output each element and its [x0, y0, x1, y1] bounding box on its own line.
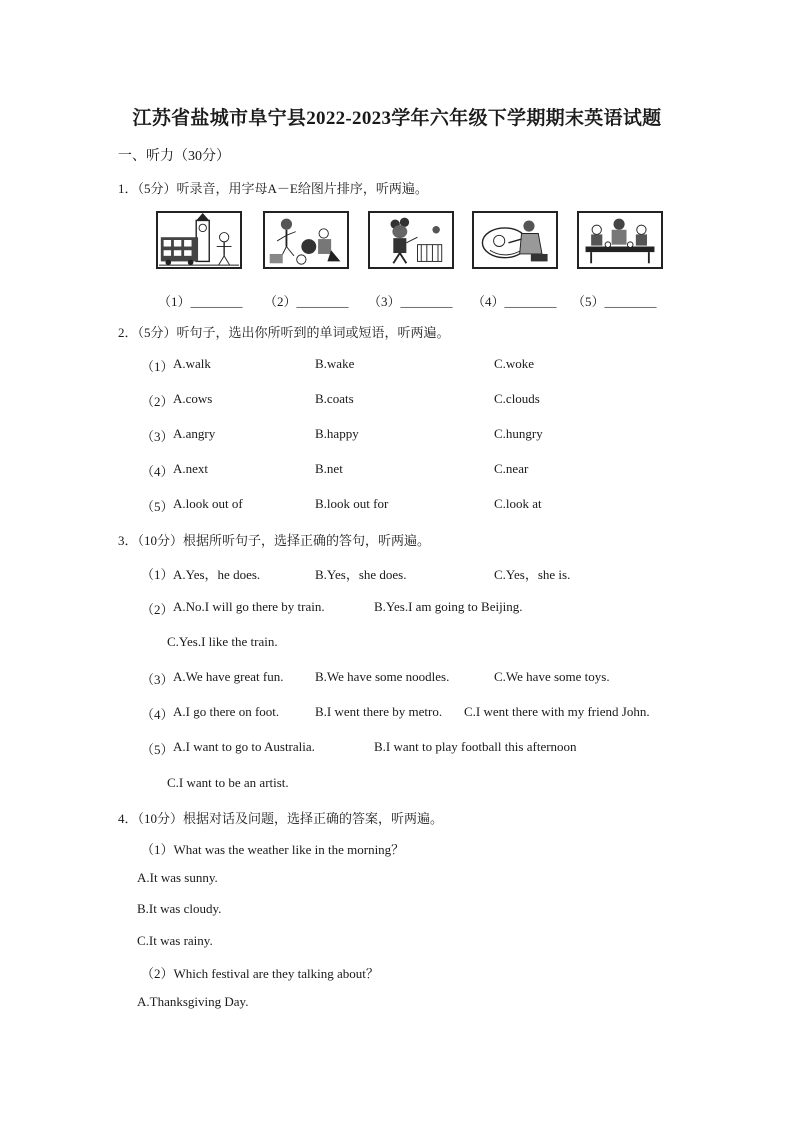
q3-option-c[interactable]: C.Yes，she is.: [494, 567, 571, 582]
q3-item-number: （5）: [141, 742, 174, 757]
q2-item-number: （5）: [141, 499, 174, 514]
mouse-figure-picture: [368, 211, 454, 269]
q2-option-b[interactable]: B.net: [315, 461, 343, 476]
picture-blank-5[interactable]: （5）________: [572, 294, 657, 309]
q3-option-c[interactable]: C.I want to be an artist.: [167, 775, 289, 790]
section-heading-listening: 一、听力（30分）: [118, 149, 230, 164]
q2-option-a[interactable]: A.walk: [173, 356, 211, 371]
picture-blank-2[interactable]: （2）________: [264, 294, 349, 309]
q3-option-b[interactable]: B.We have some noodles.: [315, 669, 450, 684]
q2-option-b[interactable]: B.happy: [315, 426, 359, 441]
sick-child-picture: [472, 211, 558, 269]
q2-option-c[interactable]: C.clouds: [494, 391, 540, 406]
picture-blank-4[interactable]: （4）________: [472, 294, 557, 309]
big-ben-bus-picture: [156, 211, 242, 269]
q2-option-a[interactable]: A.look out of: [173, 496, 243, 511]
q2-option-a[interactable]: A.next: [173, 461, 209, 476]
q4-sub1-option-c[interactable]: C.It was rainy.: [137, 933, 213, 948]
q4-sub-question-2: （2）Which festival are they talking about？: [141, 966, 379, 981]
q3-option-b[interactable]: B.I went there by metro.: [315, 704, 443, 719]
picture-blank-1[interactable]: （1）________: [158, 294, 243, 309]
children-playing-picture: [263, 211, 349, 269]
q2-item-number: （3）: [141, 429, 174, 444]
page-title: 江苏省盐城市阜宁县2022-2023学年六年级下学期期末英语试题: [132, 108, 662, 129]
q3-option-b[interactable]: B.I want to play football this afternoon: [374, 739, 577, 754]
q2-item-number: （2）: [141, 394, 174, 409]
picture-blank-3[interactable]: （3）________: [368, 294, 453, 309]
q2-option-a[interactable]: A.angry: [173, 426, 216, 441]
question-1-stem: 1．（5分）听录音，用字母A－E给图片排序，听两遍。: [118, 181, 428, 196]
q3-item-number: （3）: [141, 672, 174, 687]
q3-option-a[interactable]: A.I want to go to Australia.: [173, 739, 315, 754]
q2-option-a[interactable]: A.cows: [173, 391, 213, 406]
q4-sub1-option-a[interactable]: A.It was sunny.: [137, 870, 218, 885]
q2-item-number: （1）: [141, 359, 174, 374]
family-table-picture: [577, 211, 663, 269]
q3-option-c[interactable]: C.Yes.I like the train.: [167, 634, 278, 649]
q2-option-c[interactable]: C.hungry: [494, 426, 543, 441]
q3-option-b[interactable]: B.Yes.I am going to Beijing.: [374, 599, 523, 614]
q3-option-b[interactable]: B.Yes，she does.: [315, 567, 407, 582]
q3-option-a[interactable]: A.I go there on foot.: [173, 704, 280, 719]
q2-item-number: （4）: [141, 464, 174, 479]
question-2-stem: 2．（5分）听句子，选出你所听到的单词或短语，听两遍。: [118, 325, 450, 340]
q4-sub2-option-a[interactable]: A.Thanksgiving Day.: [137, 994, 249, 1009]
q3-option-a[interactable]: A.We have great fun.: [173, 669, 284, 684]
q2-option-c[interactable]: C.look at: [494, 496, 542, 511]
q4-sub1-option-b[interactable]: B.It was cloudy.: [137, 901, 222, 916]
q3-item-number: （2）: [141, 602, 174, 617]
q3-option-a[interactable]: A.Yes，he does.: [173, 567, 261, 582]
q2-option-b[interactable]: B.coats: [315, 391, 354, 406]
q3-item-number: （1）: [141, 567, 174, 582]
question-4-stem: 4．（10分）根据对话及问题，选择正确的答案，听两遍。: [118, 811, 444, 826]
q3-item-number: （4）: [141, 707, 174, 722]
q2-option-c[interactable]: C.woke: [494, 356, 535, 371]
q3-option-a[interactable]: A.No.I will go there by train.: [173, 599, 325, 614]
q3-option-c[interactable]: C.We have some toys.: [494, 669, 610, 684]
q4-sub-question-1: （1）What was the weather like in the morning？: [141, 842, 405, 857]
q2-option-b[interactable]: B.wake: [315, 356, 355, 371]
q2-option-b[interactable]: B.look out for: [315, 496, 389, 511]
q3-option-c[interactable]: C.I went there with my friend John.: [464, 704, 650, 719]
q2-option-c[interactable]: C.near: [494, 461, 529, 476]
question-3-stem: 3．（10分）根据所听句子，选择正确的答句，听两遍。: [118, 533, 431, 548]
